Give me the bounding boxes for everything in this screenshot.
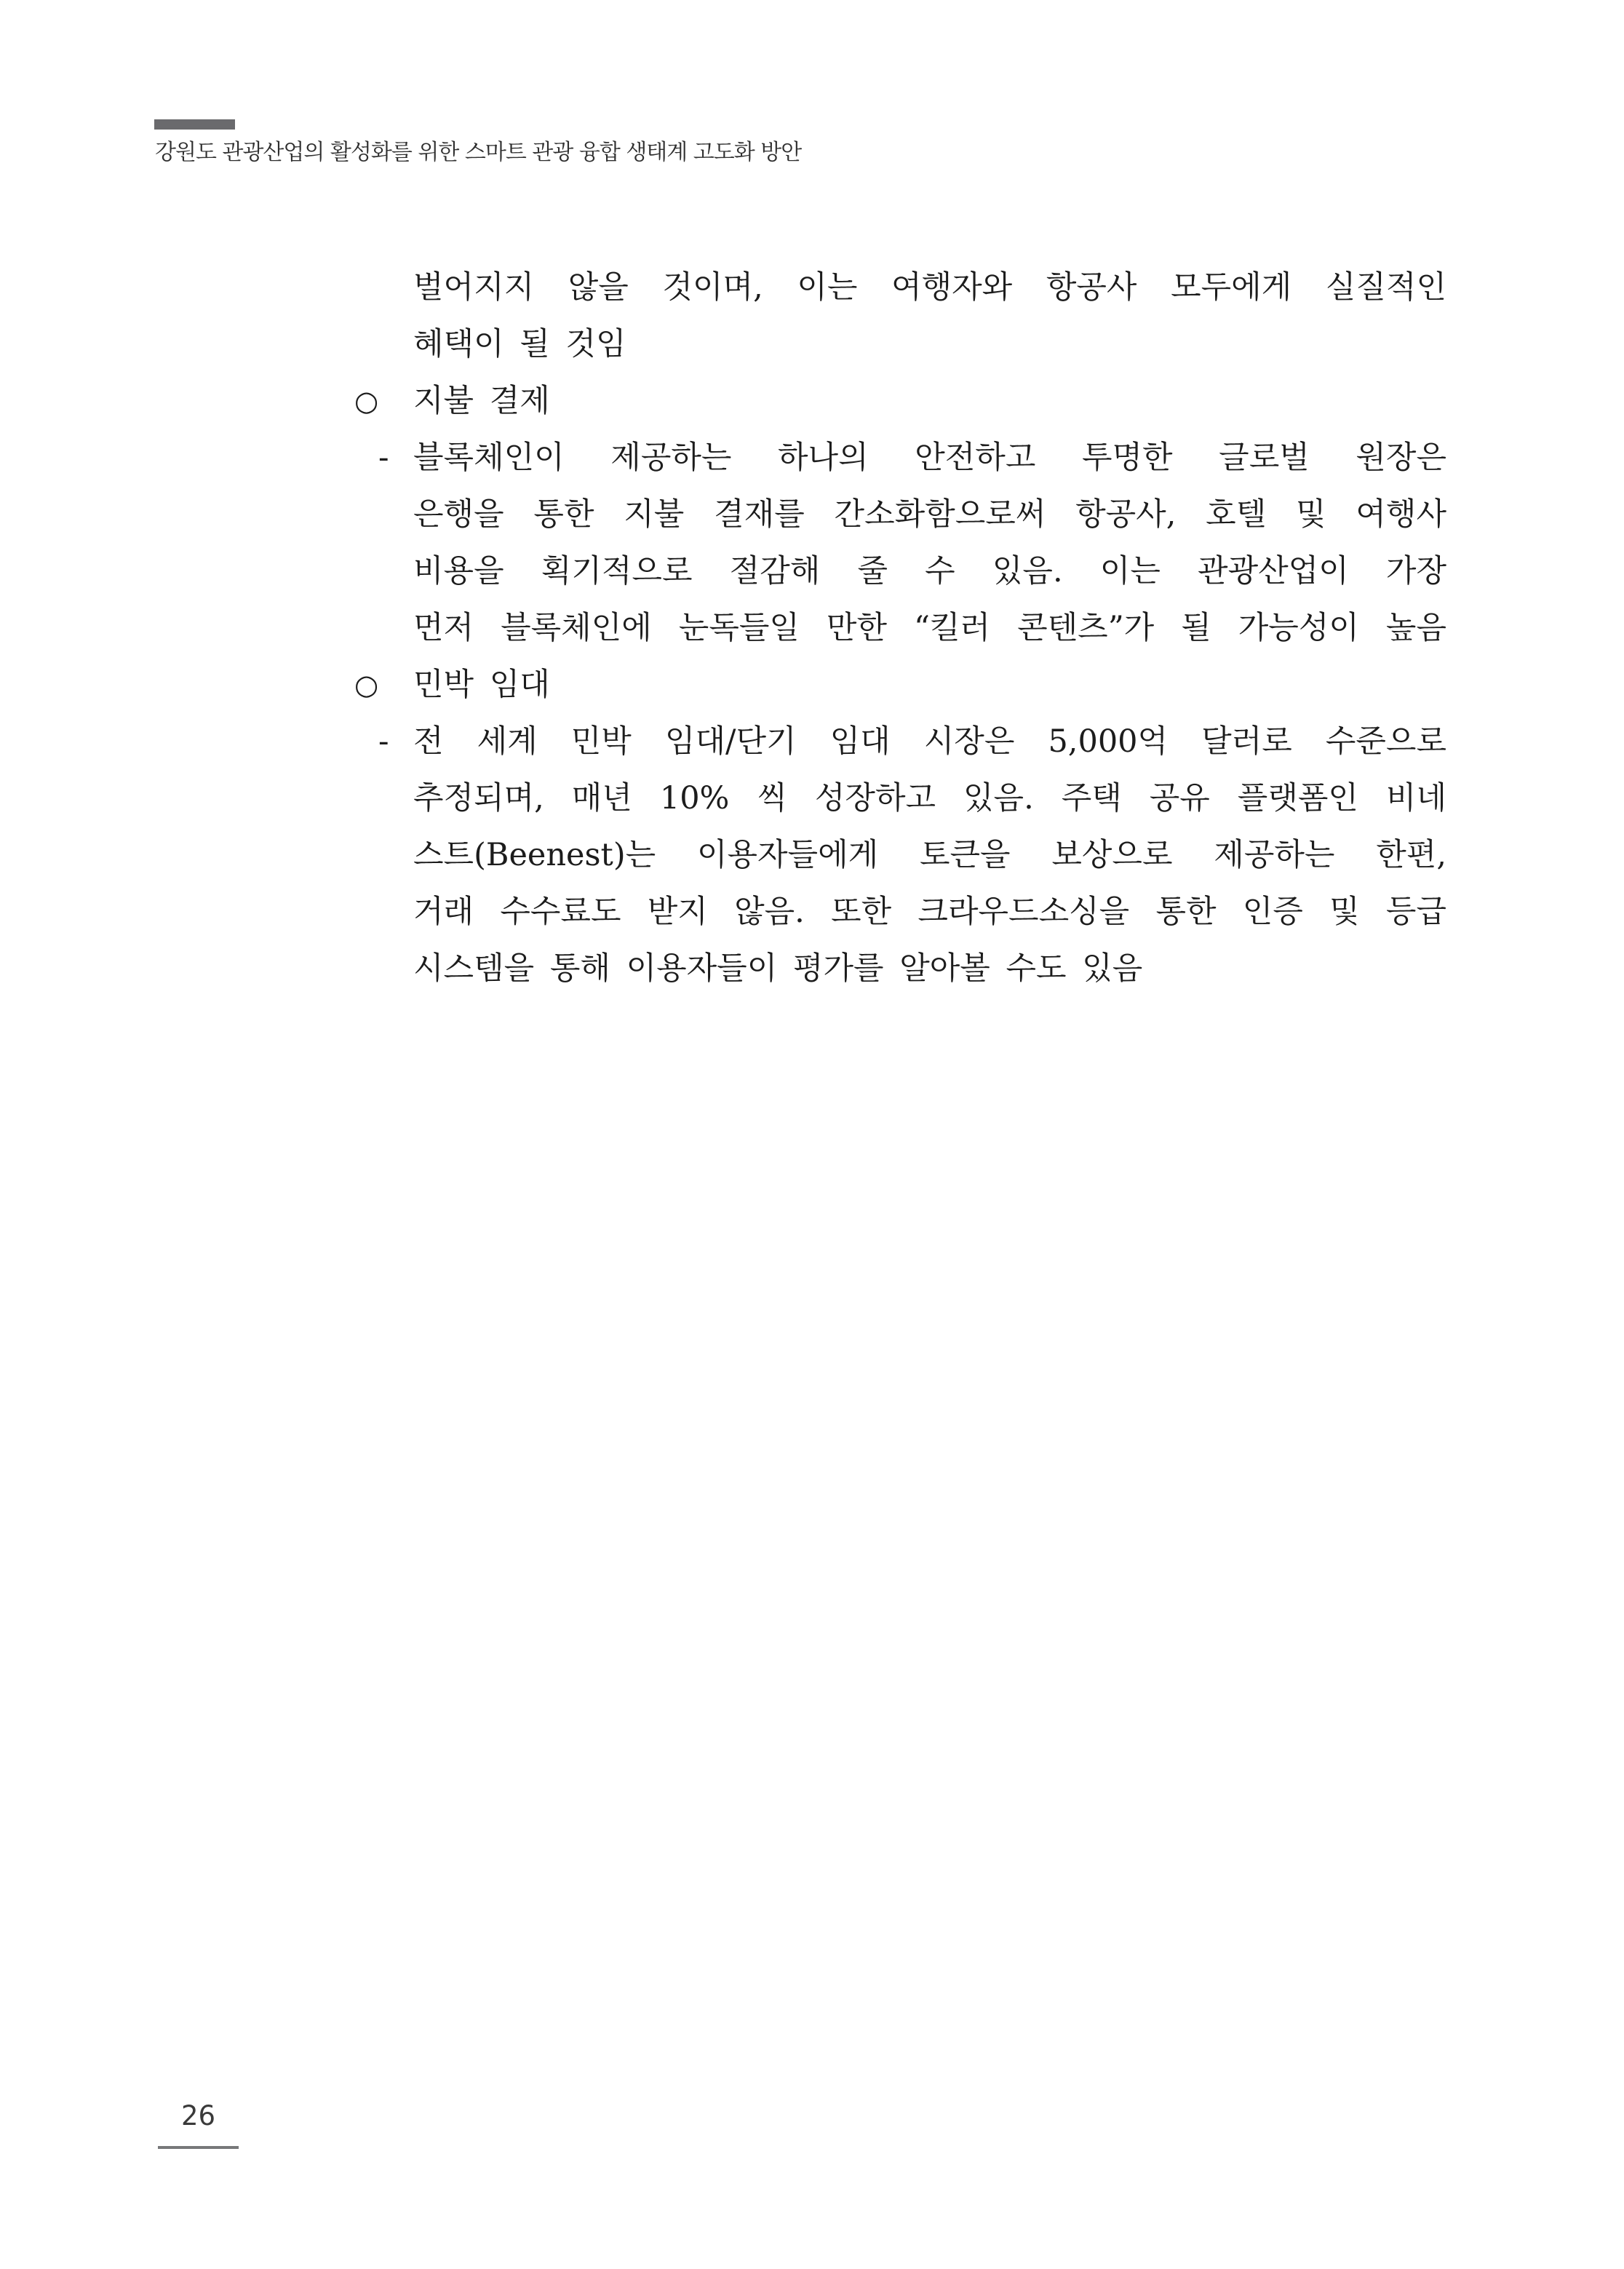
footer-rule <box>158 2146 239 2149</box>
body-line <box>413 600 1446 656</box>
body-line <box>413 543 1446 600</box>
body-line <box>413 940 1446 997</box>
body-line-circle-item <box>354 656 1446 713</box>
body-line-text: 시스템을 통해 이용자들이 평가를 알아볼 수도 있음 <box>413 950 1143 987</box>
body-line-dash-item <box>378 429 1446 486</box>
body-text-block <box>354 259 1447 997</box>
header-accent-bar <box>154 119 235 130</box>
body-line-circle-item <box>354 373 1446 429</box>
body-line-text: 벌어지지 않을 것이며, 이는 여행자와 항공사 모두에게 실질적인 <box>413 269 1446 306</box>
running-header-title: 강원도 관광산업의 활성화를 위한 스마트 관광 융합 생태계 고도화 방안 <box>155 140 802 165</box>
body-line-text: 스트(Beenest)는 이용자들에게 토큰을 보상으로 제공하는 한편, <box>413 837 1446 873</box>
body-line-text: 먼저 블록체인에 눈독들일 만한 “킬러 콘텐츠”가 될 가능성이 높음 <box>413 610 1446 646</box>
dash-bullet-icon: - <box>378 723 389 760</box>
body-line <box>413 259 1446 316</box>
body-line-text: 블록체인이 제공하는 하나의 안전하고 투명한 글로벌 원장은 <box>413 440 1446 476</box>
body-line <box>413 486 1446 543</box>
dash-bullet-icon: - <box>378 440 389 476</box>
body-line <box>413 883 1446 940</box>
body-line-text: 전 세계 민박 임대/단기 임대 시장은 5,000억 달러로 수준으로 <box>413 723 1446 760</box>
circle-bullet-icon: ○ <box>354 669 379 701</box>
page-number: 26 <box>181 2100 216 2131</box>
body-line-text: 민박 임대 <box>413 667 550 703</box>
body-line-text: 지불 결제 <box>413 383 550 419</box>
body-line-dash-item <box>378 713 1446 770</box>
circle-bullet-icon: ○ <box>354 385 379 417</box>
body-line <box>413 316 1446 373</box>
body-line-text: 추정되며, 매년 10% 씩 성장하고 있음. 주택 공유 플랫폼인 비네 <box>413 780 1446 816</box>
body-line-text: 거래 수수료도 받지 않음. 또한 크라우드소싱을 통한 인증 및 등급 <box>413 894 1447 930</box>
body-line-text: 혜택이 될 것임 <box>413 326 626 362</box>
body-line-text: 은행을 통한 지불 결재를 간소화함으로써 항공사, 호텔 및 여행사 <box>413 496 1446 533</box>
body-line <box>413 827 1446 883</box>
body-line <box>413 770 1446 827</box>
body-line-text: 비용을 획기적으로 절감해 줄 수 있음. 이는 관광산업이 가장 <box>413 553 1446 589</box>
